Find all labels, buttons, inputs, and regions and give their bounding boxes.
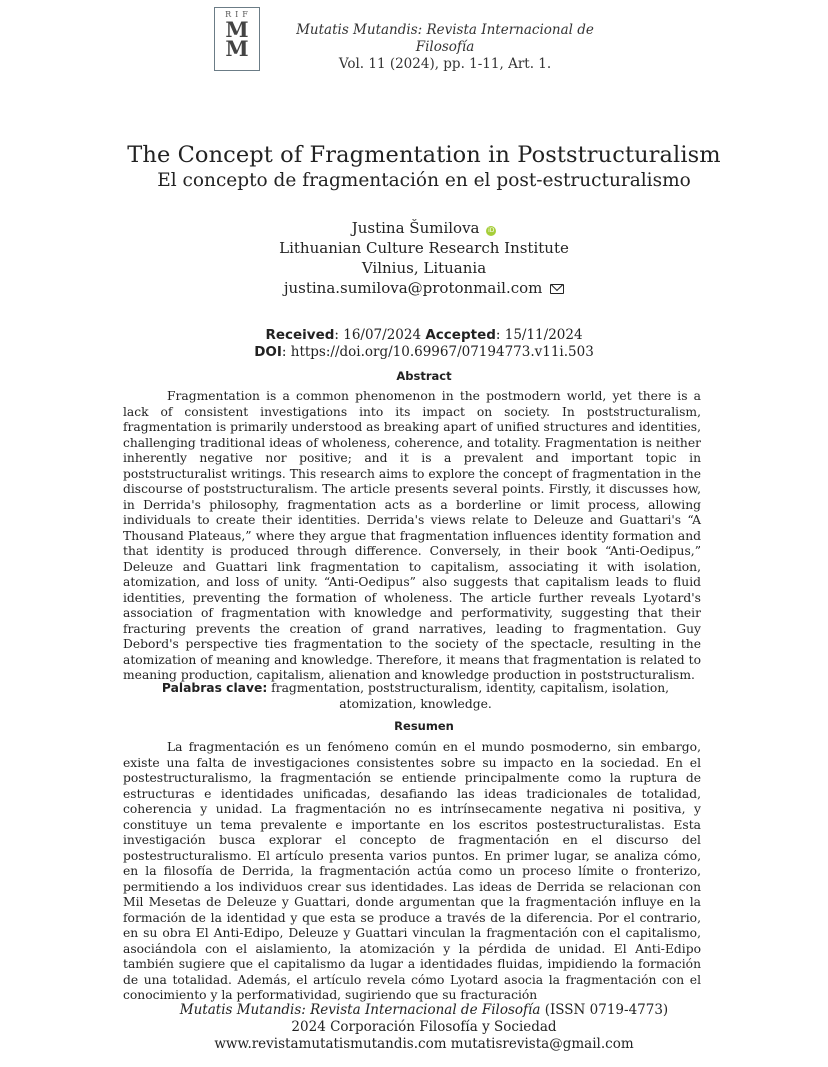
article-title: The Concept of Fragmentation in Poststructuralism xyxy=(127,142,721,168)
footer-copyright: 2024 Corporación Filosofía y Sociedad xyxy=(291,1019,557,1035)
article-meta xyxy=(0,327,828,361)
footer-journal-line xyxy=(0,1002,828,1019)
resumen-text: La fragmentación es un fenómeno común en el mundo posmoderno, sin embargo, existe una falta de investigaciones consistentes sobre su impacto en la sociedad. En el postestructuralismo, la fragmentación se entiende principalmente como la ruptura de estructuras e identidades unificadas, desafiando las ideas tradicionales de totalidad, coherencia y unidad. La fragmentación no es intrínsecamente negativa ni positiva, y constituye un tema prevalente e importante en los escritos postestructuralistas. Esta investigación busca explorar el concepto de fragmentación en el discurso del postestructuralismo. El artículo presenta varios puntos. En primer lugar, se analiza cómo, en la filosofía de Derrida, la fragmentación actúa como un proceso límite o fronterizo, permitiendo a los individuos crear sus identidades. Las ideas de Derrida se relacionan con Mil Mesetas de Deleuze y Guattari, donde argumentan que la fragmentación influye en la formación de la identidad y que esta se produce a través de la diferencia. Por el contrario, en su obra El Anti-Edipo, Deleuze y Guattari vinculan la fragmentación con el capitalismo, asociándola con el aislamiento, la atomización y la pérdida de unidad. El Anti-Edipo también sugiere que el capitalismo da lugar a identidades fluidas, impidiendo la formación de una totalidad. Además, el artículo revela cómo Lyotard asocia la fragmentación con el conocimiento y la performatividad, sugiriendo que su fracturación xyxy=(123,740,701,1002)
doi-label: DOI xyxy=(254,344,282,360)
page-footer xyxy=(0,1002,828,1053)
volume-info: Vol. 11 (2024), pp. 1-11, Art. 1. xyxy=(338,56,552,72)
author-block xyxy=(0,218,828,298)
dates-line xyxy=(0,327,828,344)
orcid-icon[interactable]: iD xyxy=(488,227,495,234)
logo-rif: RIF xyxy=(225,10,252,19)
received-date: : 16/07/2024 xyxy=(334,327,426,343)
footer-journal-name: Mutatis Mutandis: Revista Internacional de Filosofía xyxy=(179,1002,541,1018)
abstract-heading: Abstract xyxy=(396,369,452,383)
abstract-text: Fragmentation is a common phenomenon in the postmodern world, yet there is a lack of consistent investigations into its impact on society. In poststructuralism, fragmentation is primarily understood as breaking apart of unified structures and identities, challenging traditional ideas of wholeness, coherence, and totality. Fragmentation is neither inherently negative nor positive; and it is a prevalent and important topic in poststructuralist writings. This research aims to explore the concept of fragmentation in the discourse of poststructuralism. The article presents several points. Firstly, it discusses how, in Derrida's philosophy, fragmentation acts as a borderline or limit process, allowing individuals to create their identities. Derrida's views relate to Deleuze and Guattari's “A Thousand Plateaus,” where they argue that fragmentation influences identity formation and that identity is produced through difference. Conversely, in their book “Anti-Oedipus,” Deleuze and Guattari link fragmentation to capitalism, associating it with isolation, atomization, and loss of unity. “Anti-Oedipus” also suggests that capitalism leads to fluid identities, preventing the formation of wholeness. The article further reveals Lyotard's association of fragmentation with knowledge and performativity, suggesting that their fracturing prevents the creation of grand narratives, leading to fragmentation. Guy Debord's perspective ties fragmentation to the society of the spectacle, resulting in the atomization of meaning and knowledge. Therefore, it means that fragmentation is related to meaning production, capitalism, alienation and knowledge production in poststructuralism. xyxy=(123,389,701,682)
email-line xyxy=(0,278,828,298)
author-line xyxy=(0,218,828,238)
envelope-icon[interactable] xyxy=(550,284,564,294)
keywords-value: fragmentation, poststructuralism, identity, capitalism, isolation, atomization, knowledge. xyxy=(267,681,670,711)
author-institution: Lithuanian Culture Research Institute xyxy=(279,239,569,257)
accepted-date: : 15/11/2024 xyxy=(495,327,583,343)
doi-line xyxy=(0,344,828,361)
keywords xyxy=(123,681,708,712)
journal-name: Mutatis Mutandis: Revista Internacional de Filosofía xyxy=(296,22,594,55)
author-email[interactable]: justina.sumilova@protonmail.com xyxy=(283,279,543,297)
author-location: Vilnius, Lituania xyxy=(361,259,487,277)
journal-logo xyxy=(214,7,260,71)
keywords-label: Palabras clave: xyxy=(161,681,268,695)
footer-issn: (ISSN 0719-4773) xyxy=(540,1002,669,1018)
resumen-heading: Resumen xyxy=(394,719,454,733)
author-name: Justina Šumilova xyxy=(351,219,480,237)
article-subtitle: El concepto de fragmentación en el post-estructuralismo xyxy=(157,170,691,191)
journal-header xyxy=(275,22,615,73)
logo-mm: M M xyxy=(225,17,249,61)
doi-link[interactable]: : https://doi.org/10.69967/07194773.v11i.503 xyxy=(281,344,594,360)
received-label: Received xyxy=(265,327,335,343)
footer-links[interactable]: www.revistamutatismutandis.com mutatisrevista@gmail.com xyxy=(214,1036,634,1052)
accepted-label: Accepted xyxy=(425,327,496,343)
